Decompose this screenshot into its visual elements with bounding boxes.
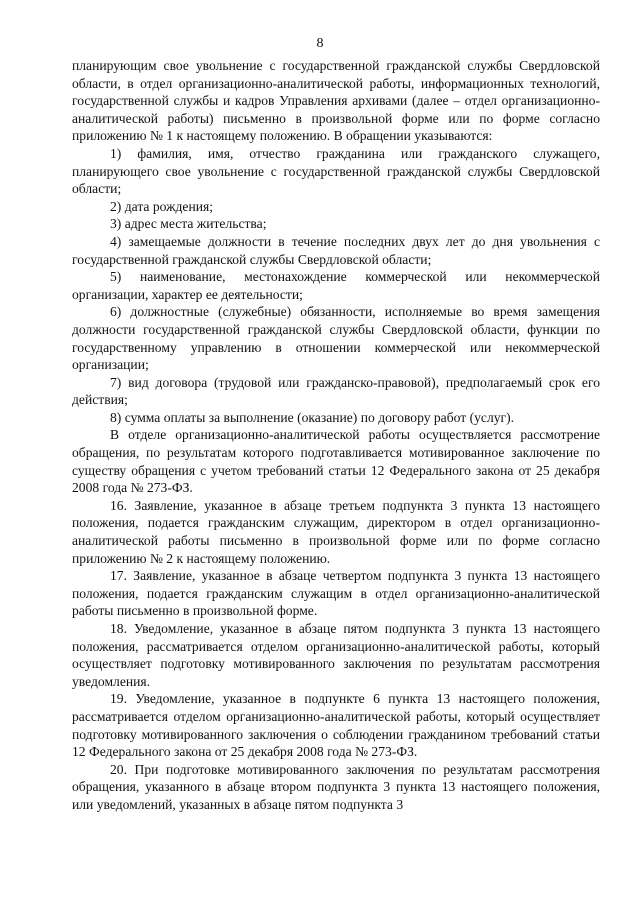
list-item-4: 4) замещаемые должности в течение последних двух лет до дня увольнения с государственной гражданской службы Свердловской области; [72, 233, 600, 267]
clause-20: 20. При подготовке мотивированного заключения по результатам рассмотрения обращения, указанного в абзаце втором подпункта 3 пункта 13 настоящего положения, или уведомлений, указанных в абзаце пятом подпункта 3 [72, 761, 600, 812]
list-item-1: 1) фамилия, имя, отчество гражданина или гражданского служащего, планирующего свое увольнение с государственной гражданской службы Свердловской области; [72, 145, 600, 197]
page-number: 8 [316, 36, 324, 51]
paragraph-intro: планирующим свое увольнение с государственной гражданской службы Свердловской области, в отдел организационно-аналитической работы, информационных технологий, государственной службы и кадров Управления архивами (далее – отдел организационно-аналитической работы) письменно в произвольной форме или по форме согласно приложению № 1 к настоящему положению. В обращении указываются: [72, 58, 600, 144]
clause-18: 18. Уведомление, указанное в абзаце пятом подпункта 3 пункта 13 настоящего положения, рассматривается отделом организационно-аналитической работы, который осуществляет подготовку мотивированного заключения по результатам рассмотрения уведомления. [72, 621, 600, 689]
clause-17: 17. Заявление, указанное в абзаце четвертом подпункта 3 пункта 13 настоящего положения, подается гражданским служащим в отдел организационно-аналитической работы письменно в произвольной форме. [72, 568, 600, 619]
paragraph-review: В отделе организационно-аналитической работы осуществляется рассмотрение обращения, по результатам которого подготавливается мотивированное заключение по существу обращения с учетом требований статьи 12 Федерального закона от 25 декабря 2008 года № 273-ФЗ. [72, 427, 600, 496]
list-item-5: 5) наименование, местонахождение коммерческой или некоммерческой организации, характер ее деятельности; [72, 269, 600, 302]
clause-16: 16. Заявление, указанное в абзаце третьем подпункта 3 пункта 13 настоящего положения, подается гражданским служащим, директором в отдел организационно-аналитической работы письменно в произвольной форме или по форме согласно приложению № 2 к настоящему положению. [72, 497, 600, 566]
list-item-8: 8) сумма оплаты за выполнение (оказание) по договору работ (услуг). [110, 409, 515, 425]
list-item-2: 2) дата рождения; [110, 198, 214, 214]
clause-19: 19. Уведомление, указанное в подпункте 6 пункта 13 настоящего положения, рассматривается отделом организационно-аналитической работы, который осуществляет подготовку мотивированного заключения о соблюдении гражданином требований статьи 12 Федерального закона от 25 декабря 2008 года № 273-ФЗ. [72, 691, 600, 760]
document-body [72, 57, 600, 814]
list-item-7: 7) вид договора (трудовой или гражданско-правовой), предполагаемый срок его действия; [72, 374, 600, 408]
list-item-3: 3) адрес места жительства; [110, 216, 267, 232]
list-item-6: 6) должностные (служебные) обязанности, исполняемые во время замещения должности государственной гражданской службы Свердловской области, функции по государственному управлению в отношении коммерческой или некоммерческой организации; [72, 304, 600, 373]
